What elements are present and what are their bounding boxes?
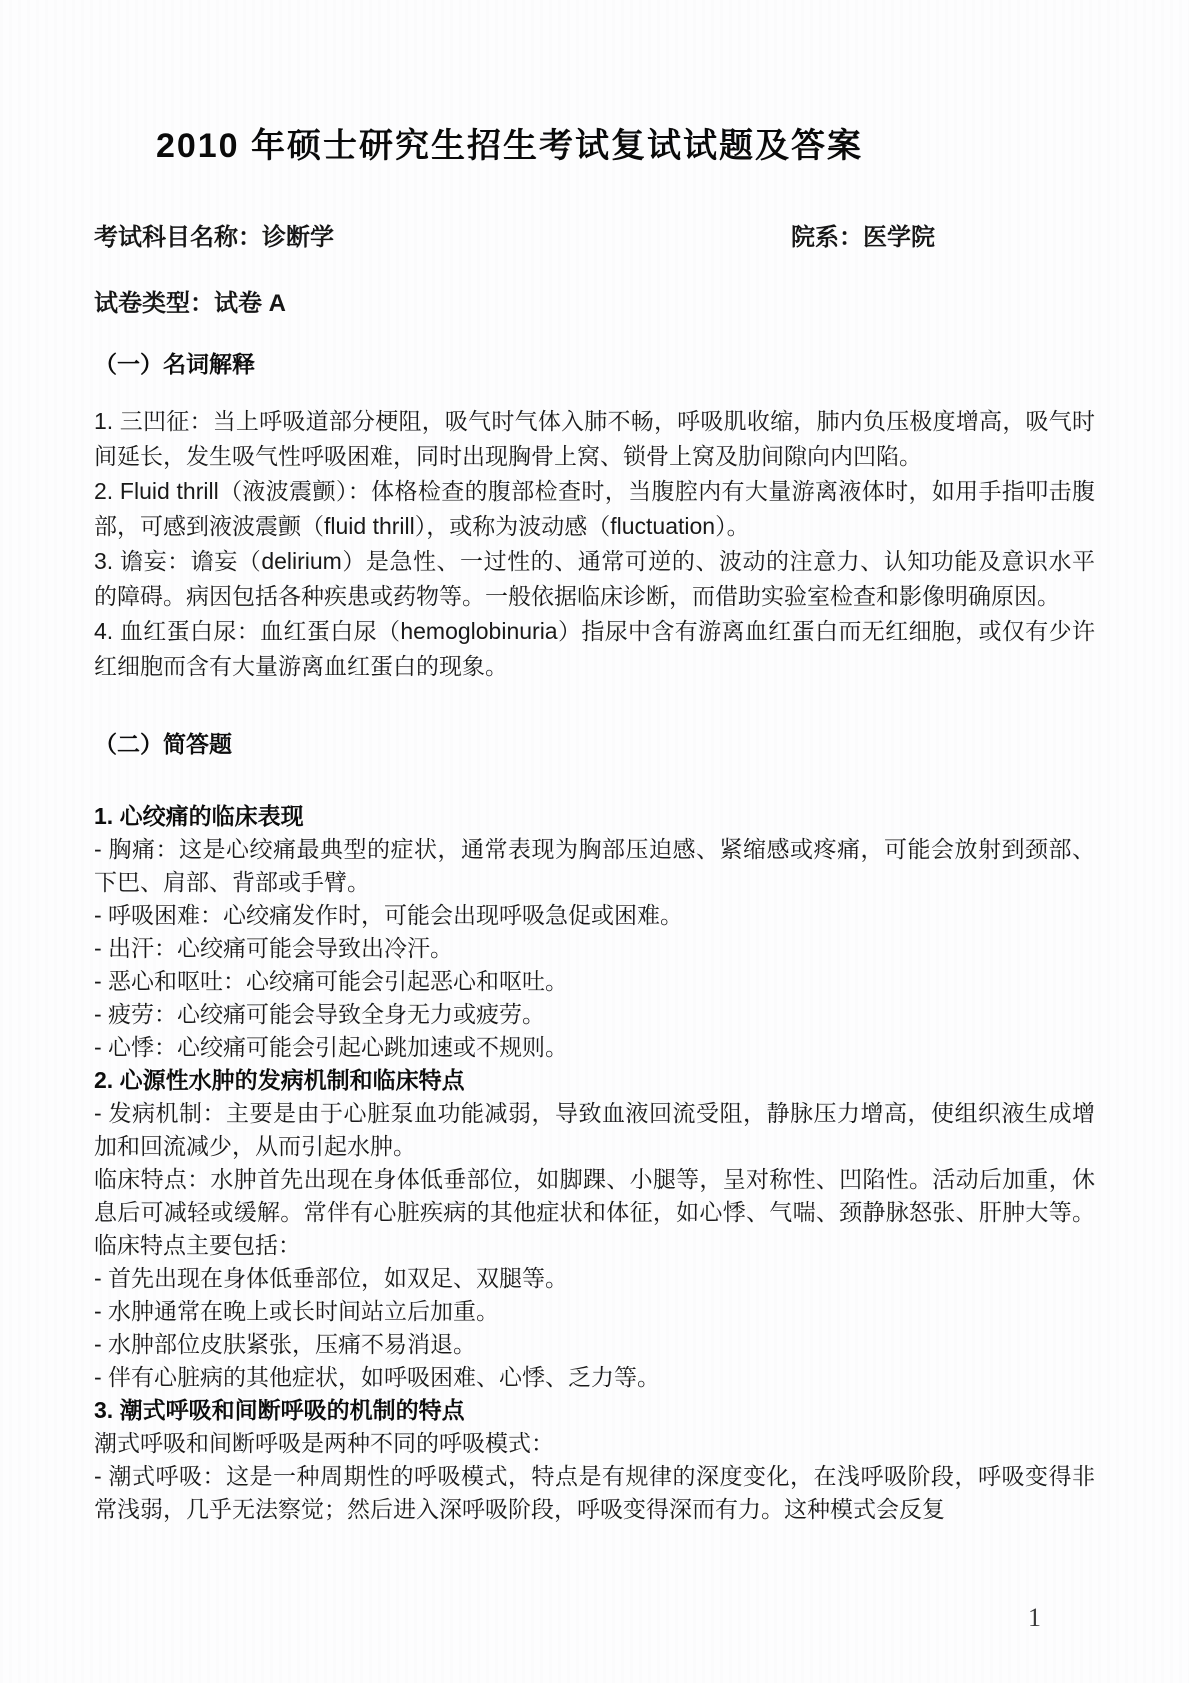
answer-line: 临床特点：水肿首先出现在身体低垂部位，如脚踝、小腿等，呈对称性、凹陷性。活动后加重，休息后可减轻或缓解。常伴有心脏疾病的其他症状和体征，如心悸、气喘、颈静脉怒张、肝肿大等。临床特点主要包括： (94, 1166, 1095, 1258)
definition-item-4: 4. 血红蛋白尿：血红蛋白尿（hemoglobinuria）指尿中含有游离血红蛋白而无红细胞，或仅有少许红细胞而含有大量游离血红蛋白的现象。 (94, 618, 1095, 679)
answer-line: - 心悸：心绞痛可能会引起心跳加速或不规则。 (94, 1034, 569, 1060)
answer-line: - 水肿通常在晚上或长时间站立后加重。 (94, 1298, 500, 1324)
answer-line: 潮式呼吸和间断呼吸是两种不同的呼吸模式： (94, 1430, 554, 1456)
answer-line: - 疲劳：心绞痛可能会导致全身无力或疲劳。 (94, 1001, 546, 1027)
answer-line: - 发病机制：主要是由于心脏泵血功能减弱，导致血液回流受阻，静脉压力增高，使组织液生成增加和回流减少，从而引起水肿。 (94, 1100, 1095, 1159)
document-title: 2010 年硕士研究生招生考试复试试题及答案 (155, 127, 864, 165)
answer-line: - 呼吸困难：心绞痛发作时，可能会出现呼吸急促或困难。 (94, 902, 684, 928)
subject-field: 考试科目名称：诊断学 (94, 224, 334, 251)
paper-type-field: 试卷类型：试卷 A (94, 290, 286, 317)
page-number: 1 (1028, 1603, 1041, 1632)
answer-line: - 胸痛：这是心绞痛最典型的症状，通常表现为胸部压迫感、紧缩感或疼痛，可能会放射到颈部、下巴、肩部、背部或手臂。 (94, 836, 1095, 895)
department-field: 院系：医学院 (791, 224, 935, 251)
definition-item-1: 1. 三凹征：当上呼吸道部分梗阻，吸气时气体入肺不畅，呼吸肌收缩，肺内负压极度增高，吸气时间延长，发生吸气性呼吸困难，同时出现胸骨上窝、锁骨上窝及肋间隙向内凹陷。 (94, 408, 1095, 469)
answer-line: - 水肿部位皮肤紧张，压痛不易消退。 (94, 1331, 477, 1357)
answer-line: - 首先出现在身体低垂部位，如双足、双腿等。 (94, 1265, 569, 1291)
short-answer-block (94, 800, 1095, 1526)
definition-item-2: 2. Fluid thrill（液波震颤）：体格检查的腹部检查时，当腹腔内有大量游离液体时，如用手指叩击腹部，可感到液波震颤（fluid thrill），或称为波动感（fluctuation）。 (94, 478, 1095, 539)
answer-line: - 恶心和呕吐：心绞痛可能会引起恶心和呕吐。 (94, 968, 569, 994)
definitions-block (94, 404, 1095, 684)
answer-line: - 伴有心脏病的其他症状，如呼吸困难、心悸、乏力等。 (94, 1364, 661, 1390)
section-short-answer-heading: （二）简答题 (94, 731, 232, 757)
section-definitions-heading: （一）名词解释 (94, 351, 255, 377)
answer-line: - 出汗：心绞痛可能会导致出冷汗。 (94, 935, 454, 961)
meta-row (94, 217, 1095, 251)
question-1-title: 1. 心绞痛的临床表现 (94, 803, 304, 829)
question-3-title: 3. 潮式呼吸和间断呼吸的机制的特点 (94, 1397, 465, 1423)
answer-line: - 潮式呼吸：这是一种周期性的呼吸模式，特点是有规律的深度变化，在浅呼吸阶段，呼吸变得非常浅弱，几乎无法察觉；然后进入深呼吸阶段，呼吸变得深而有力。这种模式会反复 (94, 1463, 1095, 1522)
definition-item-3: 3. 谵妄：谵妄（delirium）是急性、一过性的、通常可逆的、波动的注意力、认知功能及意识水平的障碍。病因包括各种疾患或药物等。一般依据临床诊断，而借助实验室检查和影像明确原因。 (94, 548, 1095, 609)
question-2-title: 2. 心源性水肿的发病机制和临床特点 (94, 1067, 465, 1093)
